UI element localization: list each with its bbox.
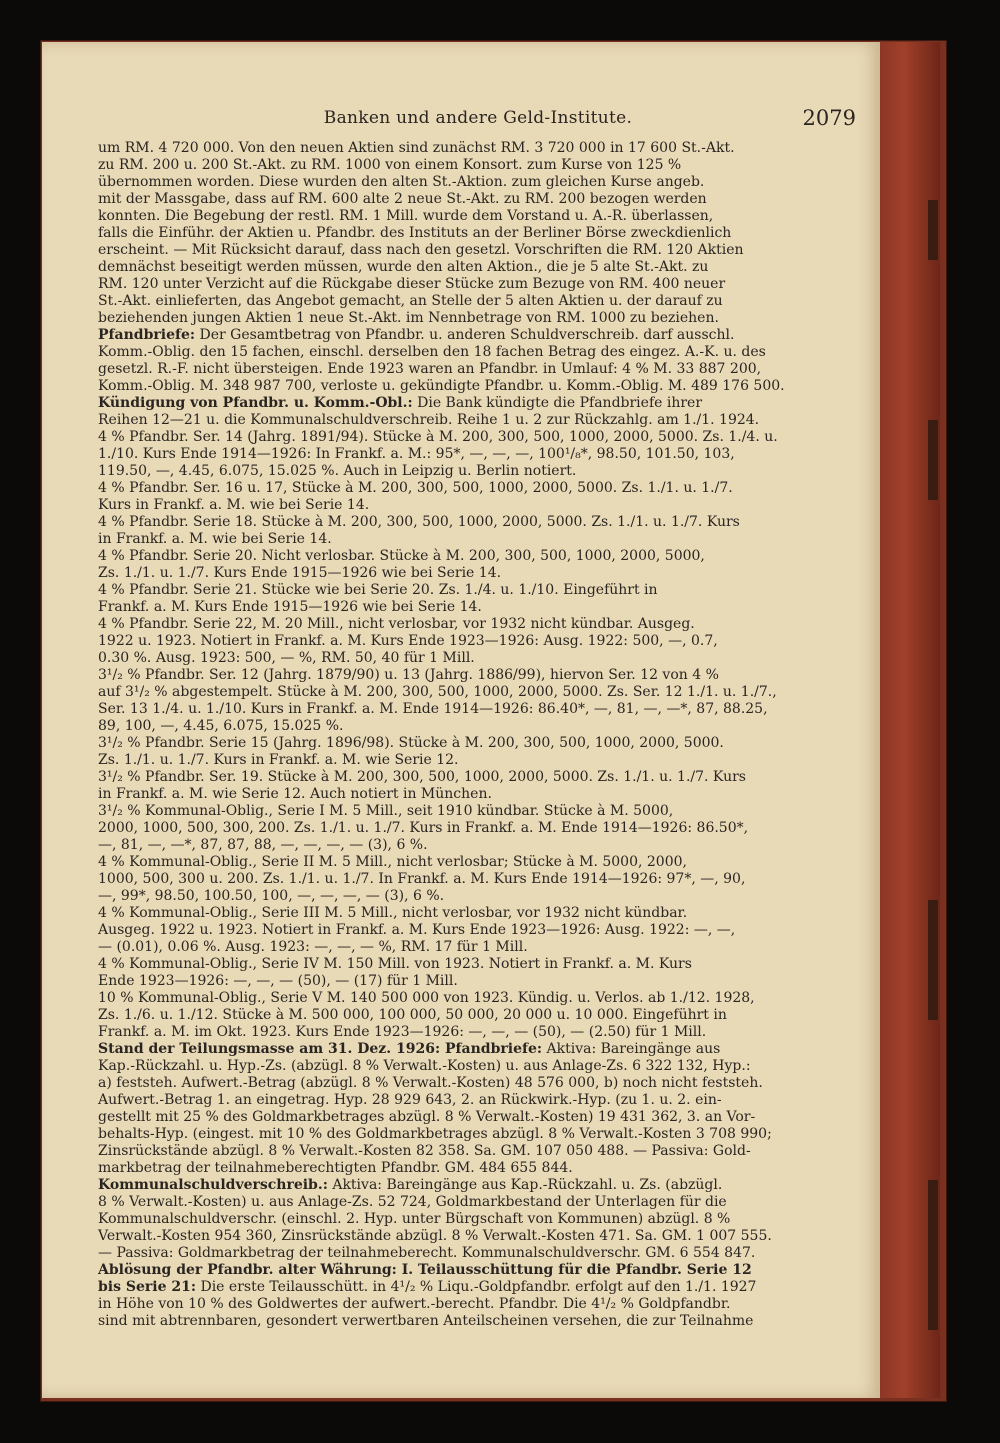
text-line	[98, 1194, 858, 1211]
line-text: in Höhe von 10 % des Goldwertes der aufwert.-berecht. Pfandbr. Die 4¹/₂ % Goldpfandbr.	[98, 1296, 731, 1312]
text-line	[98, 344, 858, 361]
text-line	[98, 718, 858, 735]
text-line	[98, 1007, 858, 1024]
text-line	[98, 1262, 858, 1279]
line-text: Verwalt.-Kosten 954 360, Zinsrückstände abzügl. 8 % Verwalt.-Kosten 471. Sa. GM. 1 007 555.	[98, 1228, 772, 1244]
text-line	[98, 361, 858, 378]
line-text: konnten. Die Begebung der restl. RM. 1 Mill. wurde dem Vorstand u. A.-R. überlassen,	[98, 208, 714, 224]
line-text: 4 % Kommunal-Oblig., Serie II M. 5 Mill., nicht verlosbar; Stücke à M. 5000, 2000,	[98, 854, 687, 870]
section-heading: Kommunalschuldverschreib.:	[98, 1177, 328, 1193]
section-heading: bis Serie 21:	[98, 1279, 197, 1295]
text-line	[98, 667, 858, 684]
text-line	[98, 174, 858, 191]
text-line	[98, 1092, 858, 1109]
line-text: Kommunalschuldverschr. (einschl. 2. Hyp. unter Bürgschaft von Kommunen) abzügl. 8 %	[98, 1211, 731, 1227]
text-line	[98, 565, 858, 582]
text-line	[98, 1126, 858, 1143]
line-text: Zs. 1./1. u. 1./7. Kurs in Frankf. a. M. wie Serie 12.	[98, 752, 459, 768]
line-text: zu RM. 200 u. 200 St.-Akt. zu RM. 1000 von einem Konsort. zum Kurse von 125 %	[98, 157, 682, 173]
text-line	[98, 1296, 858, 1313]
text-line	[98, 684, 858, 701]
thumb-index-tab	[928, 420, 938, 500]
line-text: in Frankf. a. M. wie bei Serie 14.	[98, 531, 332, 547]
line-text: sind mit abtrennbaren, gesondert verwertbaren Anteilscheinen versehen, die zur Teilnahme	[98, 1313, 754, 1329]
text-line	[98, 888, 858, 905]
text-line	[98, 854, 858, 871]
line-text: 1000, 500, 300 u. 200. Zs. 1./1. u. 1./7. In Frankf. a. M. Kurs Ende 1914—1926: 97*, —, 90,	[98, 871, 746, 887]
thumb-index-tab	[928, 1180, 938, 1330]
text-line	[98, 956, 858, 973]
text-line	[98, 446, 858, 463]
line-text: 3¹/₂ % Kommunal-Oblig., Serie I M. 5 Mill., seit 1910 kündbar. Stücke à M. 5000,	[98, 803, 674, 819]
text-line	[98, 293, 858, 310]
text-line	[98, 191, 858, 208]
line-text: Ende 1923—1926: —, —, — (50), — (17) für 1 Mill.	[98, 973, 458, 989]
page-number: 2079	[802, 106, 856, 130]
line-text: 4 % Pfandbr. Ser. 14 (Jahrg. 1891/94). Stücke à M. 200, 300, 500, 1000, 2000, 5000. Zs. 1./4. u.	[98, 429, 778, 445]
line-text: behalts-Hyp. (eingest. mit 10 % des Goldmarkbetrages abzügl. 8 % Verwalt.-Kosten 3 708 990;	[98, 1126, 772, 1142]
line-text: Frankf. a. M. im Okt. 1923. Kurs Ende 1923—1926: —, —, — (50), — (2.50) für 1 Mill.	[98, 1024, 707, 1040]
section-heading: Stand der Teilungsmasse am 31. Dez. 1926: Pfandbriefe:	[98, 1041, 543, 1057]
text-line	[98, 310, 858, 327]
text-line	[98, 990, 858, 1007]
line-text: demnächst beseitigt werden müssen, wurde den alten Aktion., die je 5 alte St.-Akt. zu	[98, 259, 709, 275]
line-text: 8 % Verwalt.-Kosten) u. aus Anlage-Zs. 52 724, Goldmarkbestand der Unterlagen für die	[98, 1194, 727, 1210]
text-line	[98, 820, 858, 837]
line-text: Reihen 12—21 u. die Kommunalschuldverschreib. Reihe 1 u. 2 zur Rückzahlg. am 1./1. 1924.	[98, 412, 760, 428]
line-text: 3¹/₂ % Pfandbr. Ser. 19. Stücke à M. 200, 300, 500, 1000, 2000, 5000. Zs. 1./1. u. 1./7. Kurs	[98, 769, 746, 785]
line-text: Komm.-Oblig. den 15 fachen, einschl. derselben den 18 fachen Betrag des eingez. A.-K. u. des	[98, 344, 766, 360]
line-text: 3¹/₂ % Pfandbr. Ser. 12 (Jahrg. 1879/90) u. 13 (Jahrg. 1886/99), hiervon Ser. 12 von 4 %	[98, 667, 719, 683]
line-text: — Passiva: Goldmarkbetrag der teilnahmeberecht. Kommunalschuldverschr. GM. 6 554 847.	[98, 1245, 756, 1261]
line-text: markbetrag der teilnahmeberechtigten Pfandbr. GM. 484 655 844.	[98, 1160, 573, 1176]
line-text: Der Gesamtbetrag von Pfandbr. u. anderen Schuldverschreib. darf ausschl.	[195, 327, 735, 343]
text-line	[98, 463, 858, 480]
text-line	[98, 582, 858, 599]
line-text: gestellt mit 25 % des Goldmarkbetrages abzügl. 8 % Verwalt.-Kosten) 19 431 362, 3. an Vor-	[98, 1109, 756, 1125]
text-line	[98, 1160, 858, 1177]
page-content	[98, 100, 858, 1330]
line-text: übernommen worden. Diese wurden den alten St.-Aktion. zum gleichen Kurse angeb.	[98, 174, 705, 190]
book-page	[42, 42, 880, 1398]
text-line	[98, 1024, 858, 1041]
text-line	[98, 1109, 858, 1126]
text-line	[98, 803, 858, 820]
page-header	[98, 100, 858, 140]
text-line	[98, 922, 858, 939]
text-line	[98, 905, 858, 922]
text-line	[98, 1279, 858, 1296]
text-line	[98, 276, 858, 293]
text-line	[98, 1211, 858, 1228]
text-line	[98, 480, 858, 497]
text-line	[98, 786, 858, 803]
line-text: 1922 u. 1923. Notiert in Frankf. a. M. Kurs Ende 1923—1926: Ausg. 1922: 500, —, 0.7,	[98, 633, 718, 649]
text-line	[98, 837, 858, 854]
text-line	[98, 939, 858, 956]
line-text: 4 % Pfandbr. Serie 22, M. 20 Mill., nicht verlosbar, vor 1932 nicht kündbar. Ausgeg.	[98, 616, 695, 632]
line-text: Zinsrückstände abzügl. 8 % Verwalt.-Kosten 82 358. Sa. GM. 107 050 488. — Passiva: Gold-	[98, 1143, 751, 1159]
running-title: Banken und andere Geld-Institute.	[323, 108, 633, 128]
text-line	[98, 429, 858, 446]
line-text: 4 % Pfandbr. Serie 20. Nicht verlosbar. Stücke à M. 200, 300, 500, 1000, 2000, 5000,	[98, 548, 705, 564]
line-text: 4 % Pfandbr. Serie 18. Stücke à M. 200, 300, 500, 1000, 2000, 5000. Zs. 1./1. u. 1./7. Kurs	[98, 514, 740, 530]
line-text: 2000, 1000, 500, 300, 200. Zs. 1./1. u. 1./7. Kurs in Frankf. a. M. Ende 1914—1926: 86.50*,	[98, 820, 749, 836]
text-line	[98, 548, 858, 565]
line-text: Ausgeg. 1922 u. 1923. Notiert in Frankf. a. M. Kurs Ende 1923—1926: Ausg. 1922: —, —,	[98, 922, 736, 938]
text-line	[98, 1228, 858, 1245]
line-text: Aktiva: Bareingänge aus	[542, 1041, 721, 1057]
text-line	[98, 752, 858, 769]
line-text: St.-Akt. einlieferten, das Angebot gemacht, an Stelle der 5 alten Aktien u. der darauf zu	[98, 293, 723, 309]
text-line	[98, 973, 858, 990]
section-heading: Ablösung der Pfandbr. alter Währung: I. Teilausschüttung für die Pfandbr. Serie 12	[98, 1262, 752, 1278]
text-line	[98, 650, 858, 667]
text-line	[98, 616, 858, 633]
text-line	[98, 378, 858, 395]
line-text: auf 3¹/₂ % abgestempelt. Stücke à M. 200, 300, 500, 1000, 2000, 5000. Zs. Ser. 12 1./1. u. 1./7.,	[98, 684, 777, 700]
text-line	[98, 514, 858, 531]
line-text: um RM. 4 720 000. Von den neuen Aktien sind zunächst RM. 3 720 000 in 17 600 St.-Akt.	[98, 140, 735, 156]
thumb-index-tab	[928, 200, 938, 260]
text-line	[98, 1041, 858, 1058]
line-text: Ser. 13 1./4. u. 1./10. Kurs in Frankf. a. M. Ende 1914—1926: 86.40*, —, 81, —, —*, 87, 88.25,	[98, 701, 768, 717]
text-line	[98, 633, 858, 650]
line-text: beziehenden jungen Aktien 1 neue St.-Akt. im Nennbetrage von RM. 1000 zu beziehen.	[98, 310, 719, 326]
line-text: Komm.-Oblig. M. 348 987 700, verloste u. gekündigte Pfandbr. u. Komm.-Oblig. M. 489 176 500.	[98, 378, 785, 394]
line-text: gesetzl. R.-F. nicht übersteigen. Ende 1923 waren an Pfandbr. in Umlauf: 4 % M. 33 887 200,	[98, 361, 762, 377]
line-text: Zs. 1./6. u. 1./12. Stücke à M. 500 000, 100 000, 50 000, 20 000 u. 10 000. Eingeführt in	[98, 1007, 727, 1023]
text-line	[98, 157, 858, 174]
line-text: erscheint. — Mit Rücksicht darauf, dass nach den gesetzl. Vorschriften die RM. 120 Aktien	[98, 242, 744, 258]
line-text: 0.30 %. Ausg. 1923: 500, — %, RM. 50, 40 für 1 Mill.	[98, 650, 475, 666]
text-line	[98, 259, 858, 276]
text-line	[98, 208, 858, 225]
line-text: Kurs in Frankf. a. M. wie bei Serie 14.	[98, 497, 370, 513]
line-text: 4 % Kommunal-Oblig., Serie IV M. 150 Mill. von 1923. Notiert in Frankf. a. M. Kurs	[98, 956, 692, 972]
line-text: —, 81, —, —*, 87, 87, 88, —, —, —, — (3), 6 %.	[98, 837, 428, 853]
text-line	[98, 1245, 858, 1262]
line-text: Kap.-Rückzahl. u. Hyp.-Zs. (abzügl. 8 % Verwalt.-Kosten) u. aus Anlage-Zs. 6 322 132, Hyp.:	[98, 1058, 751, 1074]
line-text: Die erste Teilausschütt. in 4¹/₂ % Liqu.-Goldpfandbr. erfolgt auf den 1./1. 1927	[196, 1279, 757, 1295]
text-body	[98, 140, 858, 1330]
line-text: RM. 120 unter Verzicht auf die Rückgabe dieser Stücke zum Bezuge von RM. 400 neuer	[98, 276, 726, 292]
line-text: — (0.01), 0.06 %. Ausg. 1923: —, —, — %, RM. 17 für 1 Mill.	[98, 939, 528, 955]
section-heading: Pfandbriefe:	[98, 327, 196, 343]
line-text: 4 % Pfandbr. Serie 21. Stücke wie bei Serie 20. Zs. 1./4. u. 1./10. Eingeführt in	[98, 582, 658, 598]
line-text: Zs. 1./1. u. 1./7. Kurs Ende 1915—1926 wie bei Serie 14.	[98, 565, 502, 581]
text-line	[98, 140, 858, 157]
thumb-index-tab	[928, 900, 938, 1020]
text-line	[98, 242, 858, 259]
text-line	[98, 769, 858, 786]
line-text: 4 % Kommunal-Oblig., Serie III M. 5 Mill., nicht verlosbar, vor 1932 nicht kündbar.	[98, 905, 688, 921]
line-text: falls die Einführ. der Aktien u. Pfandbr. des Instituts an der Berliner Börse zweckdienlich	[98, 225, 732, 241]
line-text: 4 % Pfandbr. Ser. 16 u. 17, Stücke à M. 200, 300, 500, 1000, 2000, 5000. Zs. 1./1. u. 1./7.	[98, 480, 733, 496]
line-text: mit der Massgabe, dass auf RM. 600 alte 2 neue St.-Akt. zu RM. 200 bezogen werden	[98, 191, 707, 207]
line-text: Aufwert.-Betrag 1. an eingetrag. Hyp. 28 929 643, 2. an Rückwirk.-Hyp. (zu 1. u. 2. ein-	[98, 1092, 722, 1108]
text-line	[98, 1143, 858, 1160]
line-text: 10 % Kommunal-Oblig., Serie V M. 140 500 000 von 1923. Kündig. u. Verlos. ab 1./12. 1928,	[98, 990, 755, 1006]
line-text: —, 99*, 98.50, 100.50, 100, —, —, —, — (3), 6 %.	[98, 888, 445, 904]
text-line	[98, 225, 858, 242]
line-text: 89, 100, —, 4.45, 6.075, 15.025 %.	[98, 718, 344, 734]
text-line	[98, 735, 858, 752]
text-line	[98, 1058, 858, 1075]
line-text: 1./10. Kurs Ende 1914—1926: In Frankf. a. M.: 95*, —, —, —, 100¹/₈*, 98.50, 101.50, 103,	[98, 446, 735, 462]
line-text: Aktiva: Bareingänge aus Kap.-Rückzahl. u. Zs. (abzügl.	[327, 1177, 723, 1193]
text-line	[98, 599, 858, 616]
line-text: a) feststeh. Aufwert.-Betrag (abzügl. 8 % Verwalt.-Kosten) 48 576 000, b) noch nicht feststeh.	[98, 1075, 763, 1091]
text-line	[98, 412, 858, 429]
line-text: 119.50, —, 4.45, 6.075, 15.025 %. Auch in Leipzig u. Berlin notiert.	[98, 463, 577, 479]
text-line	[98, 871, 858, 888]
line-text: in Frankf. a. M. wie Serie 12. Auch notiert in München.	[98, 786, 492, 802]
text-line	[98, 327, 858, 344]
text-line	[98, 531, 858, 548]
text-line	[98, 1075, 858, 1092]
text-line	[98, 701, 858, 718]
line-text: Frankf. a. M. Kurs Ende 1915—1926 wie bei Serie 14.	[98, 599, 482, 615]
line-text: Die Bank kündigte die Pfandbriefe ihrer	[412, 395, 703, 411]
text-line	[98, 395, 858, 412]
line-text: 3¹/₂ % Pfandbr. Serie 15 (Jahrg. 1896/98). Stücke à M. 200, 300, 500, 1000, 2000, 5000.	[98, 735, 724, 751]
section-heading: Kündigung von Pfandbr. u. Komm.-Obl.:	[98, 395, 413, 411]
text-line	[98, 497, 858, 514]
text-line	[98, 1313, 858, 1330]
text-line	[98, 1177, 858, 1194]
